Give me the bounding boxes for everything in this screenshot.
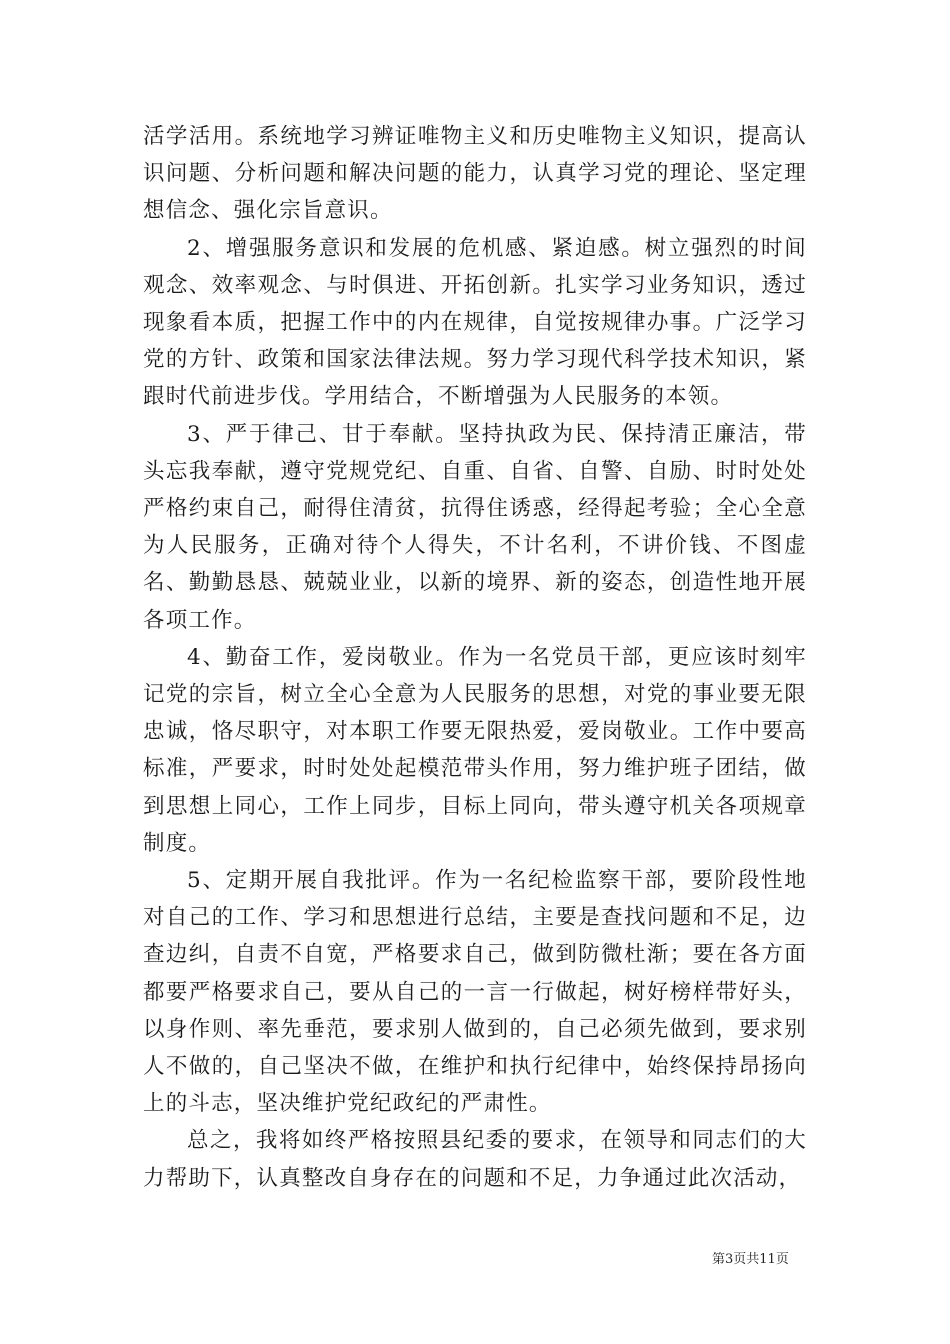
page-number-label: 第3页共11页 <box>712 1252 789 1267</box>
paragraph-2: 2、增强服务意识和发展的危机感、紧迫感。树立强烈的时间观念、效率观念、与时俱进、开拓创新。扎实学习业务知识，透过现象看本质，把握工作中的内在规律，自觉按规律办事。广泛学习党的方针、政策和国家法律法规。努力学习现代科学技术知识，紧跟时代前进步伐。学用结合，不断增强为人民服务的本领。 <box>143 235 807 410</box>
paragraph-3: 3、严于律己、甘于奉献。坚持执政为民、保持清正廉洁，带头忘我奉献，遵守党规党纪、自重、自省、自警、自励、时时处处严格约束自己，耐得住清贫，抗得住诱惑，经得起考验；全心全意为人民服务，正确对待个人得失，不计名利，不讲价钱、不图虚名、勤勤恳恳、兢兢业业，以新的境界、新的姿态，创造性地开展各项工作。 <box>143 421 807 633</box>
paragraph-5: 5、定期开展自我批评。作为一名纪检监察干部，要阶段性地对自己的工作、学习和思想进行总结，主要是查找问题和不足，边查边纠，自责不自宽，严格要求自己，做到防微杜渐；要在各方面都要严格要求自己，要从自己的一言一行做起，树好榜样带好头，以身作则、率先垂范，要求别人做到的，自己必须先做到，要求别人不做的，自己坚决不做，在维护和执行纪律中，始终保持昂扬向上的斗志，坚决维护党纪政纪的严肃性。 <box>143 868 807 1117</box>
paragraph-4: 4、勤奋工作，爱岗敬业。作为一名党员干部，更应该时刻牢记党的宗旨，树立全心全意为人民服务的思想，对党的事业要无限忠诚，恪尽职守，对本职工作要无限热爱，爱岗敬业。工作中要高标准，严要求，时时处处起模范带头作用，努力维护班子团结，做到思想上同心，工作上同步，目标上同向，带头遵守机关各项规章制度。 <box>143 644 807 856</box>
paragraph-1: 活学活用。系统地学习辨证唯物主义和历史唯物主义知识，提高认识问题、分析问题和解决问题的能力，认真学习党的理论、坚定理想信念、强化宗旨意识。 <box>143 124 807 224</box>
paragraph-6: 总之，我将如终严格按照县纪委的要求，在领导和同志们的大力帮助下，认真整改自身存在的问题和不足，力争通过此次活动， <box>143 1128 807 1191</box>
page-number <box>712 1248 789 1267</box>
document-body <box>143 118 807 1197</box>
